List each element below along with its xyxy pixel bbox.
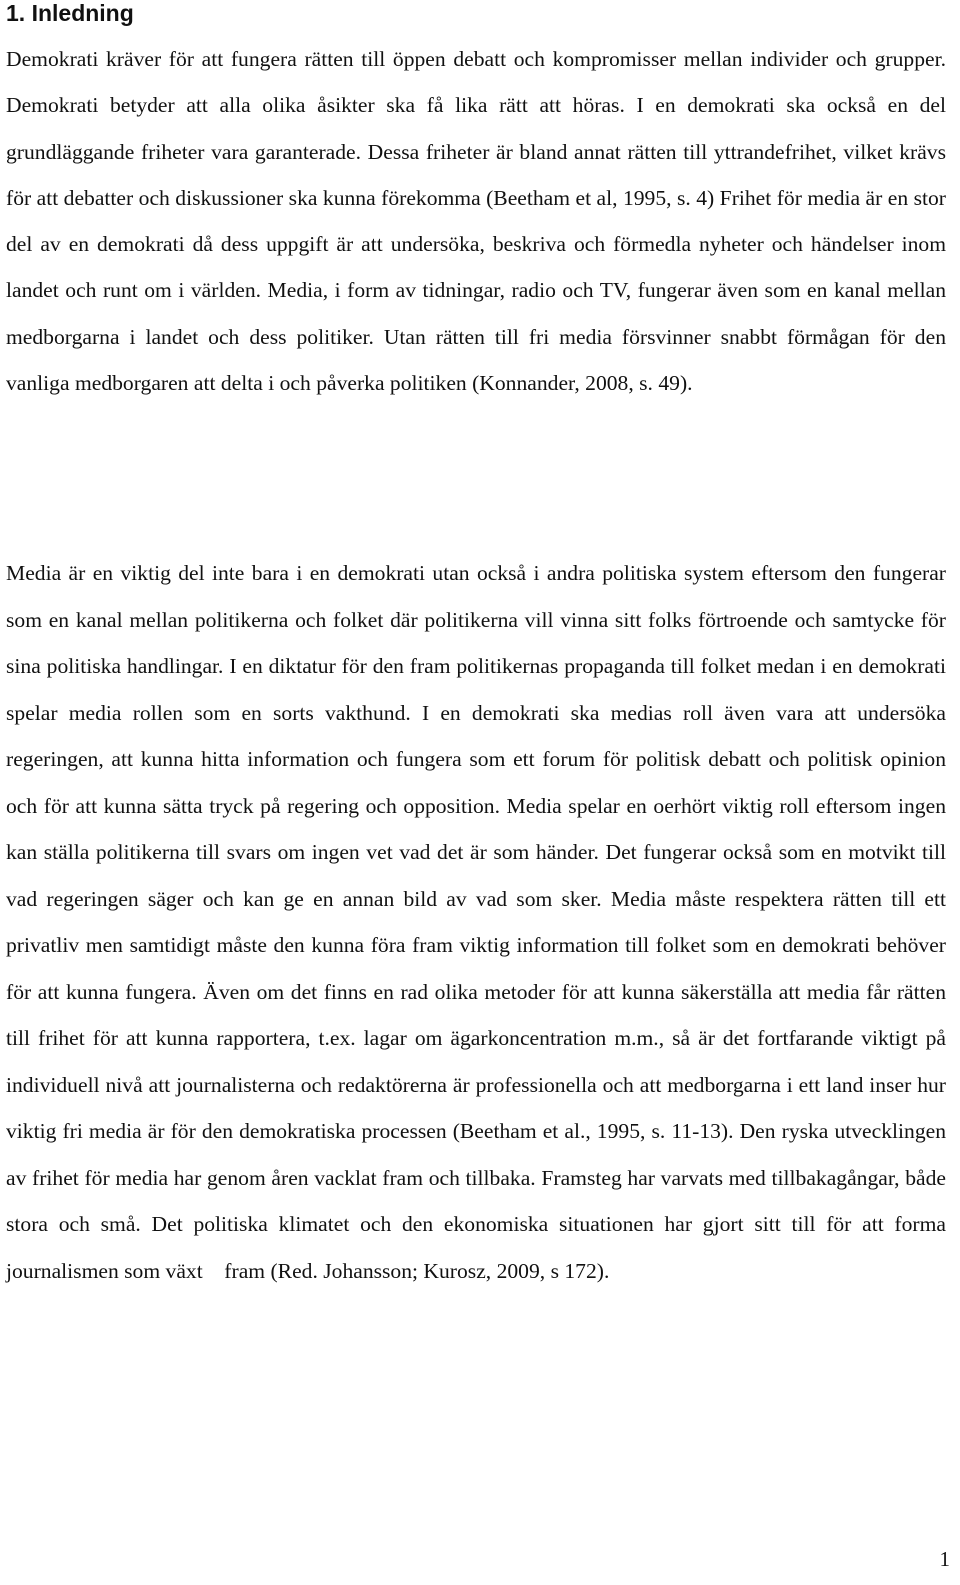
section-heading: 1. Inledning xyxy=(6,0,134,26)
paragraph-1: Demokrati kräver för att fungera rätten till öppen debatt och kompromisser mellan individer och grupper. Demokrati betyder att alla olika åsikter ska få lika rätt att höras. I en demokrati ska också en del grundläggande friheter vara garanterade. Dessa friheter är bland annat rätten till yttrandefrihet, vilket krävs för att debatter och diskussioner ska kunna förekomma (Beetham et al, 1995, s. 4) Frihet för media är en stor del av en demokrati då dess uppgift är att undersöka, beskriva och förmedla nyheter och händelser inom landet och runt om i världen. Media, i form av tidningar, radio och TV, fungerar även som en kanal mellan medborgarna i landet och dess politiker. Utan rätten till fri media försvinner snabbt förmågan för den vanliga medborgaren att delta i och påverka politiken (Konnander, 2008, s. 49). xyxy=(6,47,946,396)
paragraph-2: Media är en viktig del inte bara i en demokrati utan också i andra politiska system eftersom den fungerar som en kanal mellan politikerna och folket där politikerna vill vinna sitt folks förtroende och samtycke för sina politiska handlingar. I en diktatur för den fram politikernas propaganda till folket medan i en demokrati spelar media rollen som en sorts vakthund. I en demokrati ska medias roll även vara att undersöka regeringen, att kunna hitta information och fungera som ett forum för politisk debatt och politisk opinion och för att kunna sätta tryck på regering och opposition. Media spelar en oerhört viktig roll eftersom ingen kan ställa politikerna till svars om ingen vet vad det är som händer. Det fungerar också som en motvikt till vad regeringen säger och kan ge en annan bild av vad som sker. Media måste respektera rätten till ett privatliv men samtidigt måste den kunna föra fram viktig information till folket som en demokrati behöver för att kunna fungera. Även om det finns en rad olika metoder för att kunna säkerställa att media får rätten till frihet för att kunna rapportera, t.ex. lagar om ägarkoncentration m.m., så är det fortfarande viktigt på individuell nivå att journalisterna och redaktörerna är professionella och att medborgarna i ett land inser hur viktig fri media är för den demokratiska processen (Beetham et al., 1995, s. 11-13). Den ryska utvecklingen av frihet för media har genom åren vacklat fram och tillbaka. Framsteg har varvats med tillbakagångar, både stora och små. Det politiska klimatet och den ekonomiska situationen har gjort sitt till för att forma journalismen som växt fram (Red. Johansson; Kurosz, 2009, s 172). xyxy=(6,561,952,1283)
page-number: 1 xyxy=(939,1547,950,1571)
